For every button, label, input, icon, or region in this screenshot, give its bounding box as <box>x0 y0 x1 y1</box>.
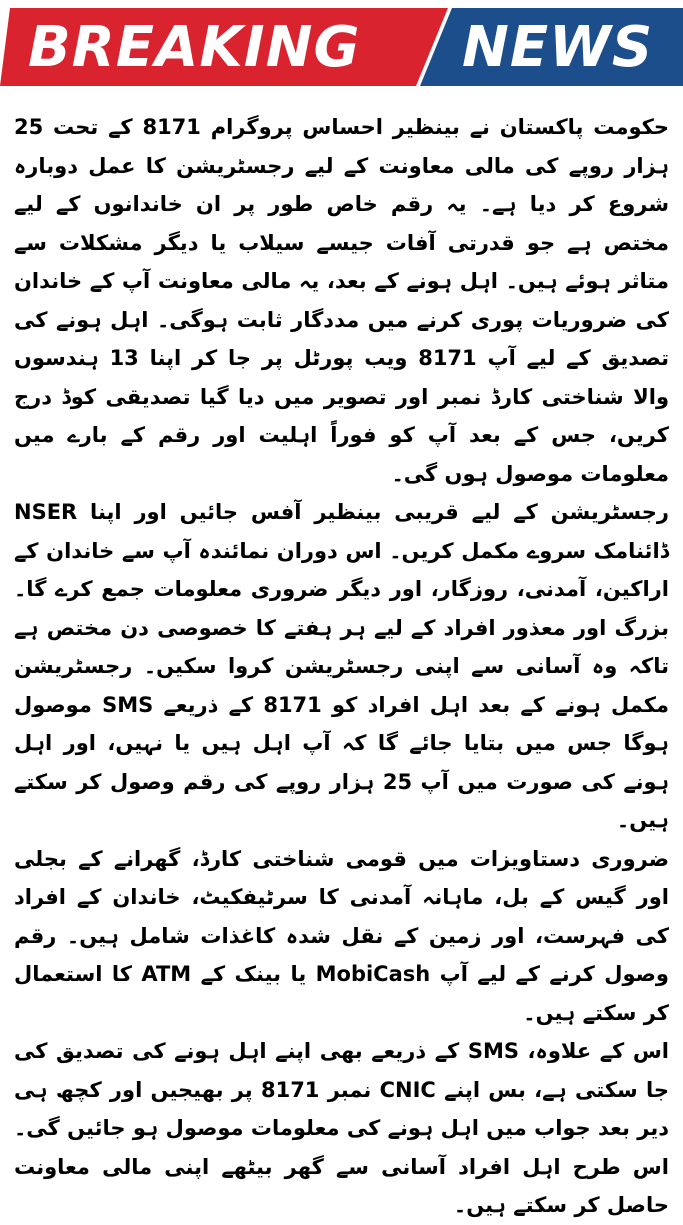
article-paragraph-4: اس کے علاوہ، SMS کے ذریعے بھی اپنے اہل ہونے کی تصدیق کی جا سکتی ہے، بس اپنے CNIC نمبر 8171 پر بھیجیں اور کچھ ہی دیر بعد جواب میں اہل ہونے کی معلومات موصول ہو جائیں گی۔ اس طرح اہل افراد آسانی سے گھر بیٹھے اپنی مالی معاونت حاصل کر سکتے ہیں۔ <box>14 1039 669 1217</box>
article-body <box>14 108 670 1217</box>
article-paragraph-3: ضروری دستاویزات میں قومی شناختی کارڈ، گھرانے کے بجلی اور گیس کے بل، ماہانہ آمدنی کا سرٹیفکیٹ، خاندان کے افراد کی فہرست، اور زمین کے نقل شدہ کاغذات شامل ہیں۔ رقم وصول کرنے کے لیے آپ MobiCash یا بینک کے ATM کا استعمال کر سکتے ہیں۔ <box>14 846 669 1025</box>
breaking-news-banner <box>0 0 683 95</box>
article-paragraph-1: حکومت پاکستان نے بینظیر احساس پروگرام 8171 کے تحت 25 ہزار روپے کی مالی معاونت کے لیے رجسٹریشن کا عمل دوبارہ شروع کر دیا ہے۔ یہ رقم خاص طور پر ان خاندانوں کے لیے مختص ہے جو قدرتی آفات جیسے سیلاب یا دیگر مشکلات سے متاثر ہوئے ہیں۔ اہل ہونے کے بعد، یہ مالی معاونت آپ کے خاندان کی ضروریات پوری کرنے میں مددگار ثابت ہوگی۔ اہل ہونے کی تصدیق کے لیے آپ 8171 ویب پورٹل پر جا کر اپنا 13 ہندسوں والا شناختی کارڈ نمبر اور تصویر میں دیا گیا تصدیقی کوڈ درج کریں، جس کے بعد آپ کو فوراً اہلیت اور رقم کے بارے میں معلومات موصول ہوں گی۔ <box>14 115 670 486</box>
banner-word-news: NEWS <box>462 15 654 80</box>
article-paragraph-2: رجسٹریشن کے لیے قریبی بینظیر آفس جائیں اور اپنا NSER ڈائنامک سروے مکمل کریں۔ اس دوران نمائندہ آپ سے خاندان کے اراکین، آمدنی، روزگار، اور دیگر ضروری معلومات جمع کرے گا۔ بزرگ اور معذور افراد کے لیے ہر ہفتے کا خصوصی دن مختص ہے تاکہ وہ آسانی سے اپنی رجسٹریشن کروا سکیں۔ رجسٹریشن مکمل ہونے کے بعد اہل افراد کو 8171 کے ذریعے SMS موصول ہوگا جس میں بتایا جائے گا کہ آپ اہل ہیں یا نہیں، اور اہل ہونے کی صورت میں آپ 25 ہزار روپے کی رقم وصول کر سکتے ہیں۔ <box>14 500 669 832</box>
banner-word-breaking: BREAKING <box>28 15 361 80</box>
